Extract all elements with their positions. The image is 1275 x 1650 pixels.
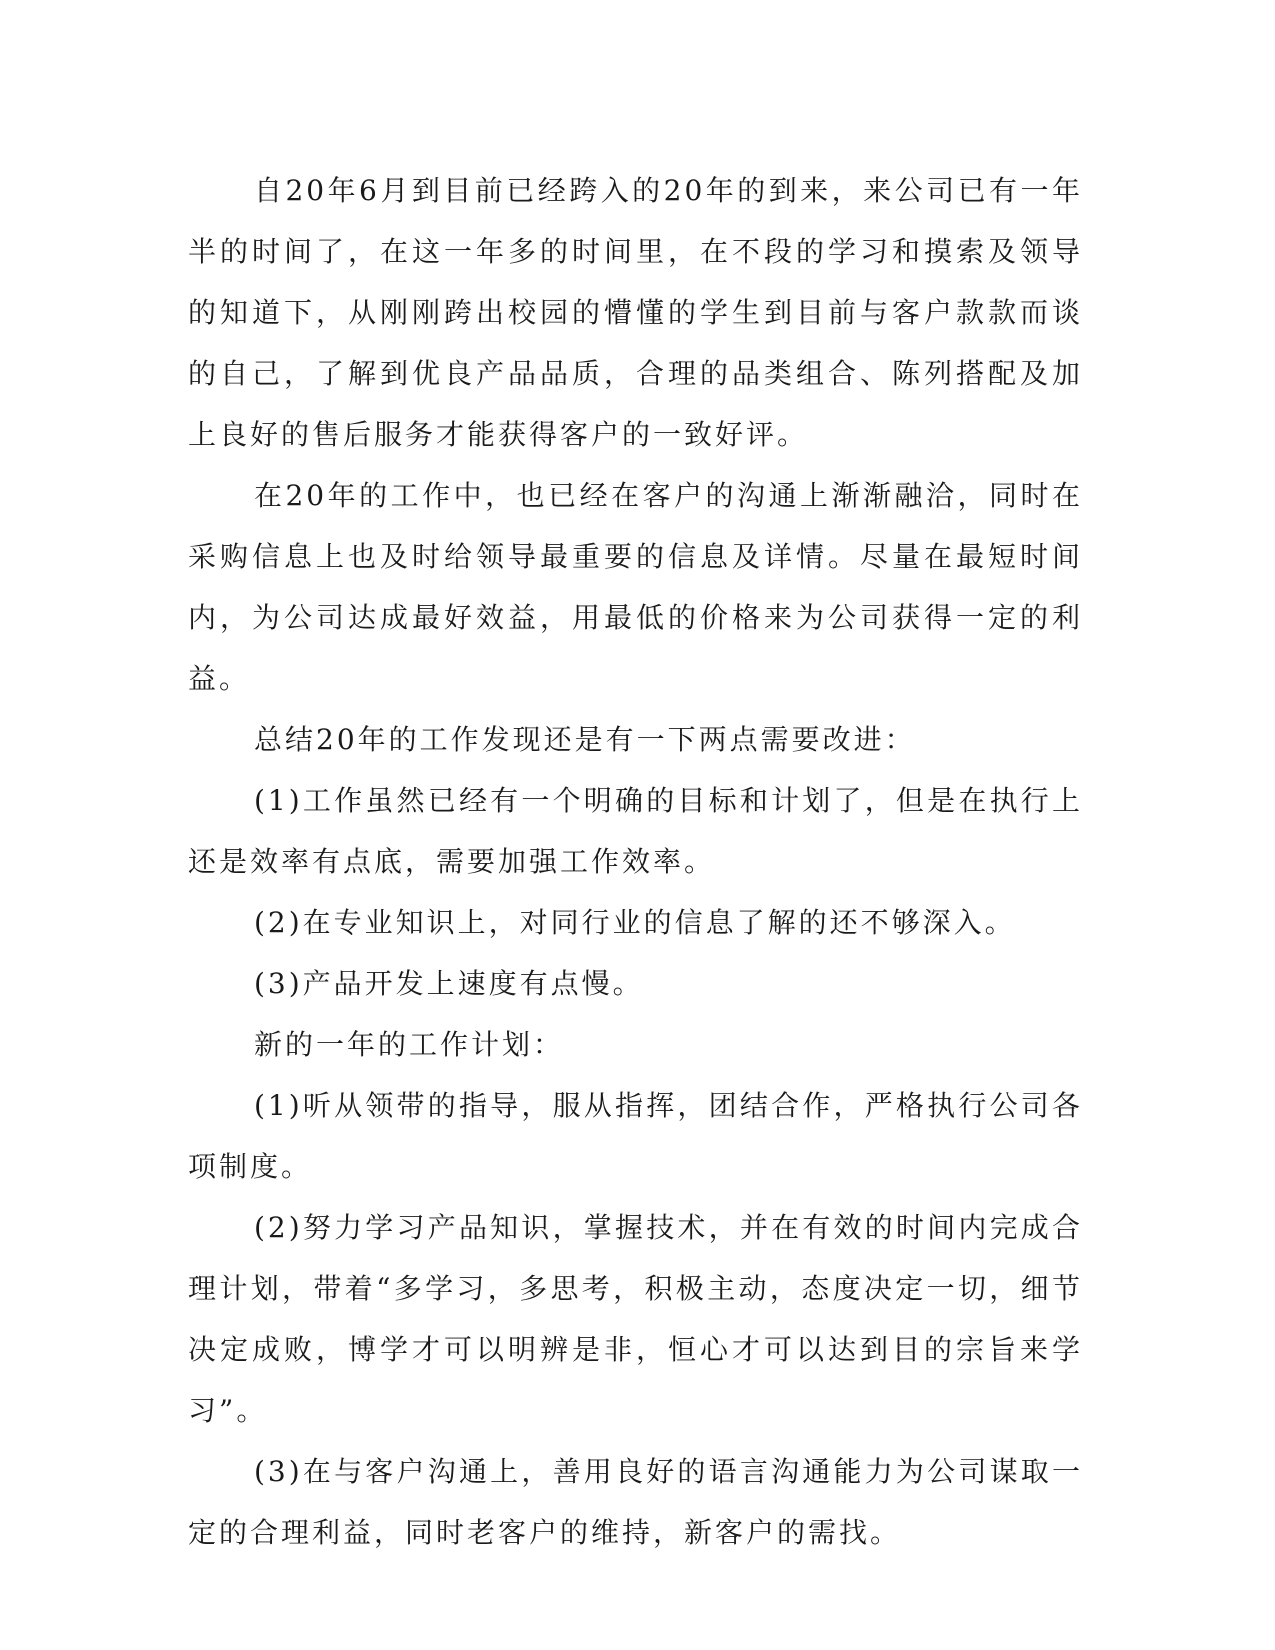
paragraph-plan-3: (3)在与客户沟通上，善用良好的语言沟通能力为公司谋取一定的合理利益，同时老客户的维持，新客户的需找。 (188, 1455, 1083, 1549)
paragraph-improvement-2: (2)在专业知识上，对同行业的信息了解的还不够深入。 (254, 906, 1016, 939)
paragraph-intro: 自20年6月到目前已经跨入的20年的到来，来公司已有一年半的时间了，在这一年多的时间里，在不段的学习和摸索及领导的知道下，从刚刚跨出校园的懵懂的学生到目前与客户款款而谈的自己，了解到优良产品品质，合理的品类组合、陈列搭配及加上良好的售后服务才能获得客户的一致好评。 (188, 174, 1083, 451)
paragraph-improvement-heading: 总结20年的工作发现还是有一下两点需要改进： (254, 723, 916, 756)
paragraph-plan-heading: 新的一年的工作计划： (254, 1028, 565, 1061)
paragraph-plan-1: (1)听从领带的指导，服从指挥，团结合作，严格执行公司各项制度。 (188, 1089, 1083, 1183)
paragraph-improvement-3: (3)产品开发上速度有点慢。 (254, 967, 644, 1000)
paragraph-plan-2: (2)努力学习产品知识，掌握技术，并在有效的时间内完成合理计划，带着“多学习，多思考，积极主动，态度决定一切，细节决定成败，博学才可以明辨是非，恒心才可以达到目的宗旨来学习”。 (188, 1211, 1083, 1427)
document-body (188, 160, 1083, 1563)
paragraph-work-review: 在20年的工作中，也已经在客户的沟通上渐渐融洽，同时在采购信息上也及时给领导最重要的信息及详情。尽量在最短时间内，为公司达成最好效益，用最低的价格来为公司获得一定的利益。 (188, 479, 1083, 695)
paragraph-improvement-1: (1)工作虽然已经有一个明确的目标和计划了，但是在执行上还是效率有点底，需要加强工作效率。 (188, 784, 1083, 878)
